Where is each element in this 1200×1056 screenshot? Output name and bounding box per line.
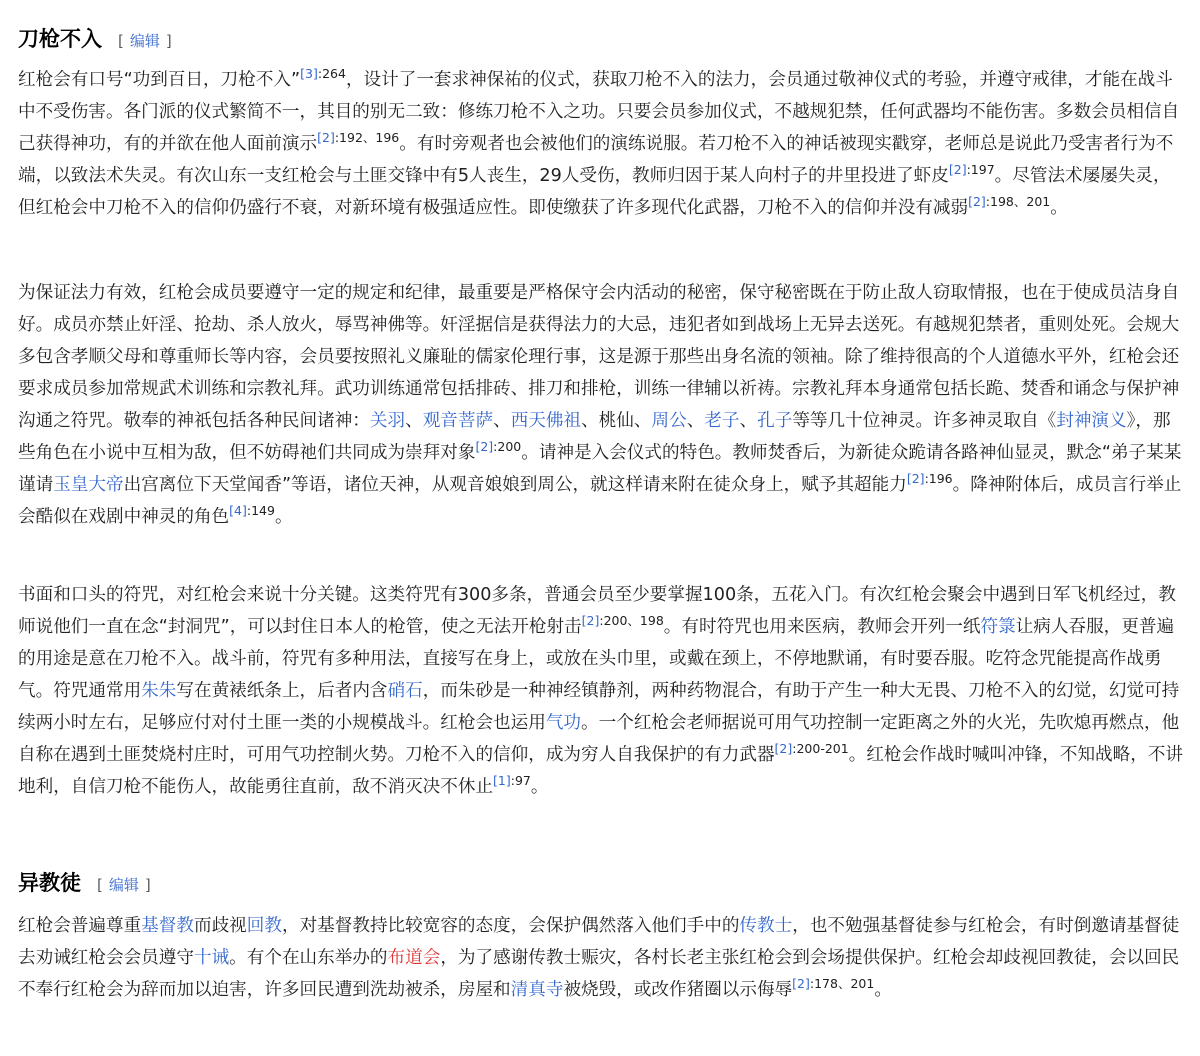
text-run: 。请神是入会仪式的特色。教师焚香后，为新徒众跪请各路神仙显灵，默念“弟子某某谨请 (18, 443, 1182, 495)
text-run: 。 (874, 980, 892, 1000)
citation (493, 773, 531, 788)
bracket-open: [ (118, 32, 124, 50)
text-run: 。有时符咒也用来医病，教师会开列一纸 (663, 617, 981, 637)
section-title: 刀枪不入 (18, 27, 102, 51)
citation (949, 162, 995, 177)
citation (229, 503, 275, 518)
citation-page: :198、201 (985, 194, 1051, 210)
text-run: 红枪会有口号“功到百日，刀枪不入” (18, 70, 301, 90)
wiki-link-mosque[interactable]: 清真寺 (510, 980, 564, 1000)
wiki-link-guan-yu[interactable]: 关羽 (369, 411, 406, 431)
citation-link[interactable]: [2] (968, 194, 986, 210)
bracket-close: ] (165, 32, 172, 50)
wiki-link-christianity[interactable]: 基督教 (141, 916, 194, 936)
separator: 、 (405, 411, 423, 431)
text-run: ，而朱砂是一种神经镇静剂，两种药物混合，有助于产生一种大无畏、刀枪不入的幻觉，幻觉可持续两小时左右，足够应付对付土匪一类的小规模战斗。红枪会也运用 (18, 681, 1180, 733)
wiki-redlink-revival-meeting[interactable]: 布道会 (387, 948, 441, 968)
paragraph (18, 579, 1184, 803)
text-run: 。红枪会作战时喊叫冲锋，不知战略，不讲地利，自信刀枪不能伤人，故能勇往直前，敌不消灭决不休止 (18, 745, 1184, 797)
paragraph (18, 277, 1184, 533)
text-run: 出宫离位下天堂闻香”等语，诸位天神，从观音娘娘到周公，就这样请来附在徒众身上，赋予其超能力 (123, 475, 907, 495)
text-run: 、桃仙、 (581, 411, 652, 431)
citation-page: :200-201 (792, 741, 849, 757)
wiki-link-jade-emperor[interactable]: 玉皇大帝 (53, 475, 124, 495)
citation-link[interactable]: [2] (792, 976, 810, 992)
section-heading (18, 868, 151, 900)
citation (317, 130, 399, 145)
text-run: ，也不勉强基督徒参与红枪会，有时倒邀请基督徒去劝诫红枪会会员遵守 (18, 916, 1180, 968)
section-heading (18, 24, 172, 56)
separator: 、 (493, 411, 511, 431)
citation (968, 194, 1050, 209)
citation-page: :192、196 (334, 130, 400, 146)
wiki-link-fulu[interactable]: 符箓 (980, 617, 1016, 637)
text-run: 等等几十位神灵。许多神灵取自《 (792, 411, 1057, 431)
text-run: 红枪会普遍尊重 (18, 916, 142, 936)
citation-link[interactable]: [2] (581, 613, 600, 629)
citation (582, 613, 664, 628)
text-run: 。一个红枪会老师据说可用气功控制一定距离之外的火光，先吹熄再燃点，他自称在遇到土匪焚烧村庄时，可用气功控制火势。刀枪不入的信仰，成为穷人自我保护的有力武器 (18, 713, 1180, 765)
wiki-link-laozi[interactable]: 老子 (704, 411, 740, 431)
citation (775, 741, 849, 756)
citation (475, 439, 521, 454)
citation-page: :200、198 (599, 613, 664, 629)
citation-page: :264 (317, 66, 346, 82)
wiki-link-missionary[interactable]: 传教士 (739, 916, 793, 936)
wiki-link-ten-commandments[interactable]: 十诫 (193, 948, 230, 968)
citation-link[interactable]: [4] (229, 503, 247, 519)
text-run: 而歧视 (193, 916, 247, 936)
citation-page: :200 (493, 439, 522, 455)
citation-page: :97 (510, 773, 531, 789)
citation-page: :197 (966, 162, 995, 178)
citation-link[interactable]: [2] (774, 741, 793, 757)
citation-link[interactable]: [3] (300, 66, 318, 82)
text-run: ，设计了一套求神保祐的仪式，获取刀枪不入的法力，会员通过敬神仪式的考验，并遵守戒律，才能在战斗中不受伤害。各门派的仪式繁简不一，其目的别无二致：修练刀枪不入之功。只要会员参加仪式，不越规犯禁，任何武器均不能伤害。多数会员相信自己获得神功，有的并欲在他人面前演示 (18, 70, 1180, 154)
citation-page: :149 (246, 503, 275, 519)
section-title: 异教徒 (18, 871, 81, 895)
text-run: ，为了感谢传教士赈灾，各村长老主张红枪会到会场提供保护。红枪会却歧视回教徒，会以回民不奉行红枪会为辞而加以迫害，许多回民遭到洗劫被杀，房屋和 (18, 948, 1180, 1000)
text-run: 。降神附体后，成员言行举止会酷似在戏剧中神灵的角色 (18, 475, 1182, 527)
citation (907, 471, 953, 486)
edit-section (97, 876, 151, 894)
citation-link[interactable]: [2] (475, 439, 494, 455)
wiki-link-duke-zhou[interactable]: 周公 (651, 411, 687, 431)
citation (792, 976, 874, 991)
text-run: 写在黄裱纸条上，后者内含 (176, 681, 388, 701)
text-run: 。 (1050, 198, 1068, 218)
text-run: 让病人吞服，更普遍的用途是意在刀枪不入。战斗前，符咒有多种用法，直接写在身上，或放在头巾里，或戴在颈上，不停地默诵，有时要吞服。吃符念咒能提高作战勇气。符咒通常用 (18, 617, 1175, 701)
bracket-close: ] (144, 876, 151, 894)
text-run: 。尽管法术屡屡失灵，但红枪会中刀枪不入的信仰仍盛行不衰，对新环境有极强适应性。即使缴获了许多现代化武器，刀枪不入的信仰并没有减弱 (18, 166, 1171, 218)
wiki-link-confucius[interactable]: 孔子 (757, 411, 793, 431)
citation-link[interactable]: [2] (906, 471, 925, 487)
text-run: ，对基督教持比较宽容的态度，会保护偶然落入他们手中的 (281, 916, 740, 936)
text-run: 为保证法力有效，红枪会成员要遵守一定的规定和纪律，最重要是严格保守会内活动的秘密，保守秘密既在于防止敌人窃取情报，也在于使成员洁身自好。成员亦禁止奸淫、抢劫、杀人放火，辱骂神佛等。奸淫据信是获得法力的大忌，违犯者如到战场上无异去送死。有越规犯禁者，重则处死。会规大多包含孝顺父母和尊重师长等内容，会员要按照礼义廉耻的儒家伦理行事，这是源于那些出身名流的领袖。除了维持很高的个人道德水平外，红枪会还要求成员参加常规武术训练和宗教礼拜。武功训练通常包括排砖、排刀和排枪，训练一律辅以祈祷。宗教礼拜本身通常包括长跪、焚香和诵念与保护神沟通之符咒。敬奉的神祇包括各种民间诸神： (18, 283, 1180, 431)
wiki-link-islam[interactable]: 回教 (246, 916, 282, 936)
citation-page: :196 (924, 471, 953, 487)
citation-link[interactable]: [2] (948, 162, 967, 178)
text-run: 》，那些角色在小说中互相为敌，但不妨碍祂们共同成为崇拜对象 (18, 411, 1171, 463)
edit-link[interactable]: 编辑 (108, 876, 139, 894)
wiki-link-buddha[interactable]: 西天佛祖 (510, 411, 582, 431)
text-run: 。 (274, 507, 293, 527)
text-run: 被烧毁，或改作猪圈以示侮辱 (563, 980, 793, 1000)
wiki-link-saltpeter[interactable]: 硝石 (387, 681, 423, 701)
edit-section (118, 32, 172, 50)
separator: 、 (739, 411, 758, 431)
wiki-link-fengshen-yanyi[interactable]: 封神演义 (1056, 411, 1127, 431)
text-run: 。有个在山东举办的 (229, 948, 388, 968)
edit-link[interactable]: 编辑 (129, 32, 160, 50)
bracket-open: [ (97, 876, 103, 894)
paragraph (18, 64, 1184, 224)
wiki-link-qigong[interactable]: 气功 (545, 713, 582, 733)
wiki-link-zhuzhu[interactable]: 朱朱 (141, 681, 177, 701)
citation (300, 66, 346, 81)
citation-link[interactable]: [2] (317, 130, 335, 146)
text-run: 书面和口头的符咒，对红枪会来说十分关键。这类符咒有300多条，普通会员至少要掌握100条，五花入门。有次红枪会聚会中遇到日军飞机经过，教师说他们一直在念“封洞咒”，可以封住日本人的枪管，使之无法开枪射击 (18, 585, 1176, 637)
text-run: 。 (530, 777, 549, 797)
paragraph (18, 910, 1184, 1006)
text-run: 。有时旁观者也会被他们的演练说服。若刀枪不入的神话被现实戳穿，老师总是说此乃受害者行为不端，以致法术失灵。有次山东一支红枪会与土匪交锋中有5人丧生，29人受伤，教师归因于某人向村子的井里投进了虾皮 (18, 134, 1174, 186)
wiki-link-guanyin[interactable]: 观音菩萨 (422, 411, 494, 431)
citation-link[interactable]: [1] (493, 773, 511, 789)
separator: 、 (686, 411, 705, 431)
citation-page: :178、201 (809, 976, 875, 992)
